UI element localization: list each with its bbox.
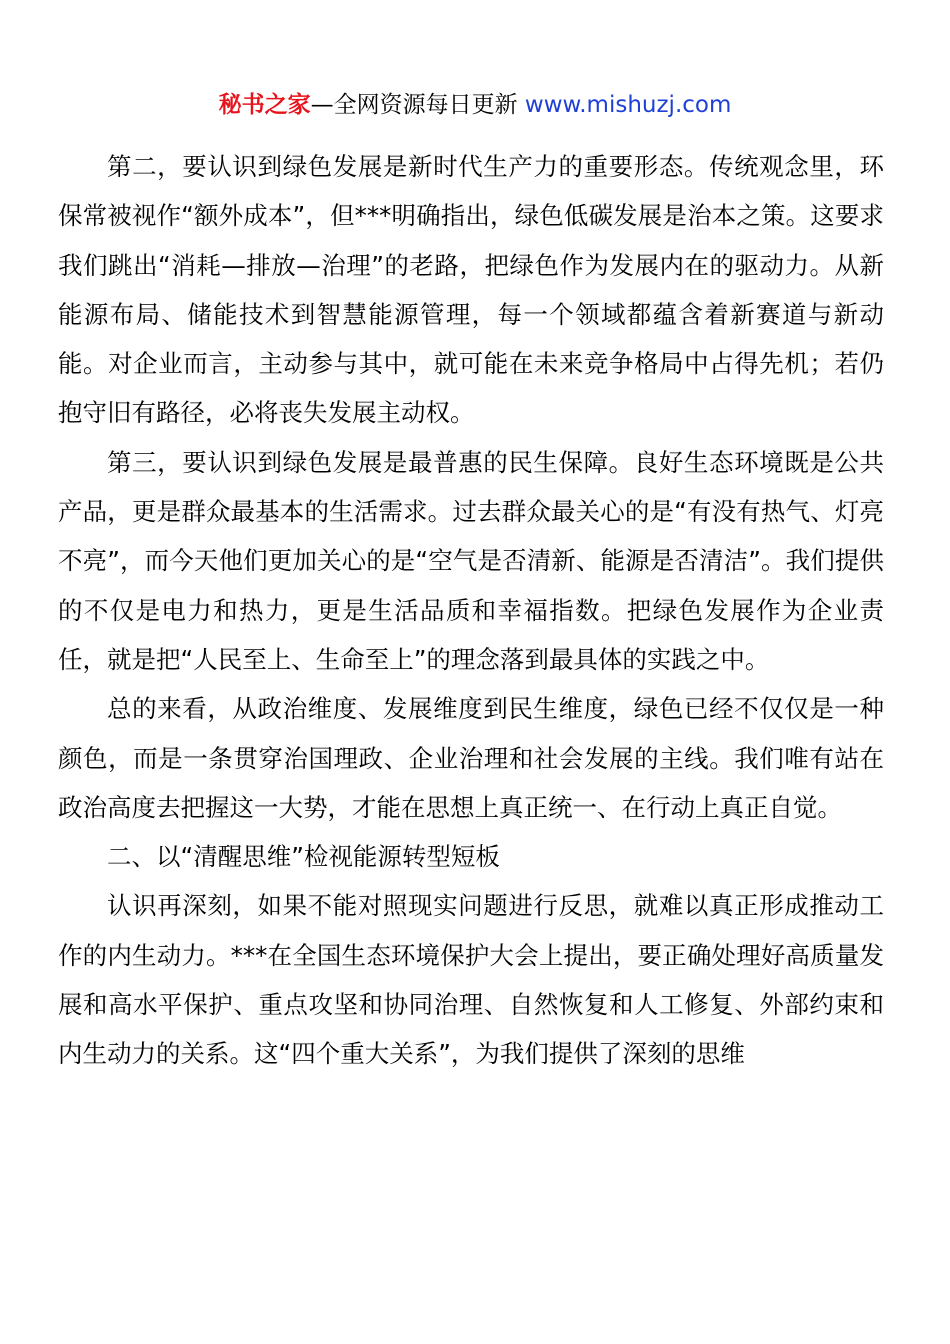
site-tagline: —全网资源每日更新: [310, 92, 525, 118]
document-body: [58, 142, 884, 1079]
paragraph-summary: 总的来看，从政治维度、发展维度到民生维度，绿色已经不仅仅是一种颜色，而是一条贯穿治国理政、企业治理和社会发展的主线。我们唯有站在政治高度去把握这一大势，才能在思想上真正统一、在行动上真正自觉。: [58, 694, 884, 822]
site-url-link[interactable]: www.mishuzj.com: [524, 92, 732, 118]
paragraph-section-intro: 认识再深刻，如果不能对照现实问题进行反思，就难以真正形成推动工作的内生动力。***在全国生态环境保护大会上提出，要正确处理好高质量发展和高水平保护、重点攻坚和协同治理、自然恢复和人工修复、外部约束和内生动力的关系。这“四个重大关系”，为我们提供了深刻的思维: [58, 891, 884, 1069]
site-brand: 秘书之家: [218, 92, 311, 118]
site-header: [0, 88, 950, 122]
paragraph-third-point: 第三，要认识到绿色发展是最普惠的民生保障。良好生态环境既是公共产品，更是群众最基本的生活需求。过去群众最关心的是“有没有热气、灯亮不亮”，而今天他们更加关心的是“空气是否清新、能源是否清洁”。我们提供的不仅是电力和热力，更是生活品质和幸福指数。把绿色发展作为企业责任，就是把“人民至上、生命至上”的理念落到最具体的实践之中。: [58, 447, 884, 674]
paragraph-second-point: 第二，要认识到绿色发展是新时代生产力的重要形态。传统观念里，环保常被视作“额外成本”，但***明确指出，绿色低碳发展是治本之策。这要求我们跳出“消耗—排放—治理”的老路，把绿色作为发展内在的驱动力。从新能源布局、储能技术到智慧能源管理，每一个领域都蕴含着新赛道与新动能。对企业而言，主动参与其中，就可能在未来竞争格局中占得先机；若仍抱守旧有路径，必将丧失发展主动权。: [58, 152, 884, 428]
section-heading: 二、以“清醒思维”检视能源转型短板: [107, 842, 500, 872]
